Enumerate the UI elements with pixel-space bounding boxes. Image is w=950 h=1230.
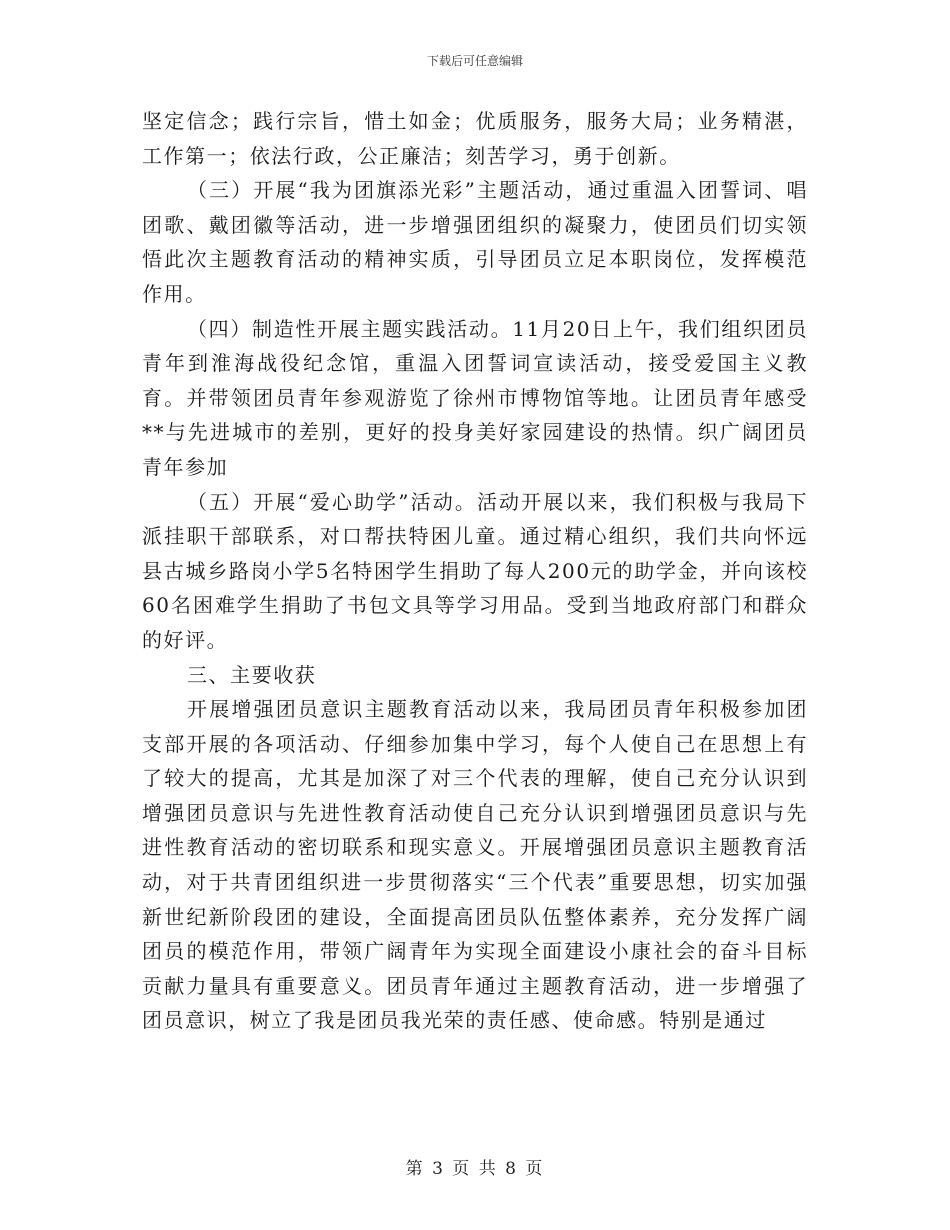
document-body — [142, 104, 808, 1038]
paragraph-continuation: 坚定信念；践行宗旨，惜土如金；优质服务，服务大局；业务精湛，工作第一；依法行政，公正廉洁；刻苦学习，勇于创新。 — [142, 109, 808, 168]
section-heading: 三、主要收获 — [187, 662, 317, 687]
page-number: 第 3 页 共 8 页 — [405, 1159, 545, 1179]
paragraph-item-4: （四）制造性开展主题实践活动。11月20日上午，我们组织团员青年到淮海战役纪念馆，重温入团誓词宣读活动，接受爱国主义教育。并带领团员青年参观游览了徐州市博物馆等地。让团员青年感受**与先进城市的差别，更好的投身美好家园建设的热情。织广阔团员青年参加 — [142, 316, 808, 479]
paragraph-item-5: （五）开展“爱心助学”活动。活动开展以来，我们积极与我局下派挂职干部联系，对口帮扶特困儿童。通过精心组织，我们共向怀远县古城乡路岗小学5名特困学生捐助了每人200元的助学金，并向该校60名困难学生捐助了书包文具等学习用品。受到当地政府部门和群众的好评。 — [142, 489, 808, 652]
paragraph-main-gains: 开展增强团员意识主题教育活动以来，我局团员青年积极参加团支部开展的各项活动、仔细参加集中学习，每个人使自己在思想上有了较大的提高，尤其是加深了对三个代表的理解，使自己充分认识到增强团员意识与先进性教育活动使自己充分认识到增强团员意识与先进性教育活动的密切联系和现实意义。开展增强团员意识主题教育活动，对于共青团组织进一步贯彻落实“三个代表”重要思想，切实加强新世纪新阶段团的建设，全面提高团员队伍整体素养，充分发挥广阔团员的模范作用，带领广阔青年为实现全面建设小康社会的奋斗目标贡献力量具有重要意义。团员青年通过主题教育活动，进一步增强了团员意识，树立了我是团员我光荣的责任感、使命感。特别是通过 — [142, 697, 808, 1033]
page-header: 下载后可任意编辑 — [426, 54, 523, 68]
paragraph-item-3: （三）开展“我为团旗添光彩”主题活动，通过重温入团誓词、唱团歌、戴团徽等活动，进一步增强团组织的凝聚力，使团员们切实领悟此次主题教育活动的精神实质，引导团员立足本职岗位，发挥模范作用。 — [142, 178, 808, 306]
